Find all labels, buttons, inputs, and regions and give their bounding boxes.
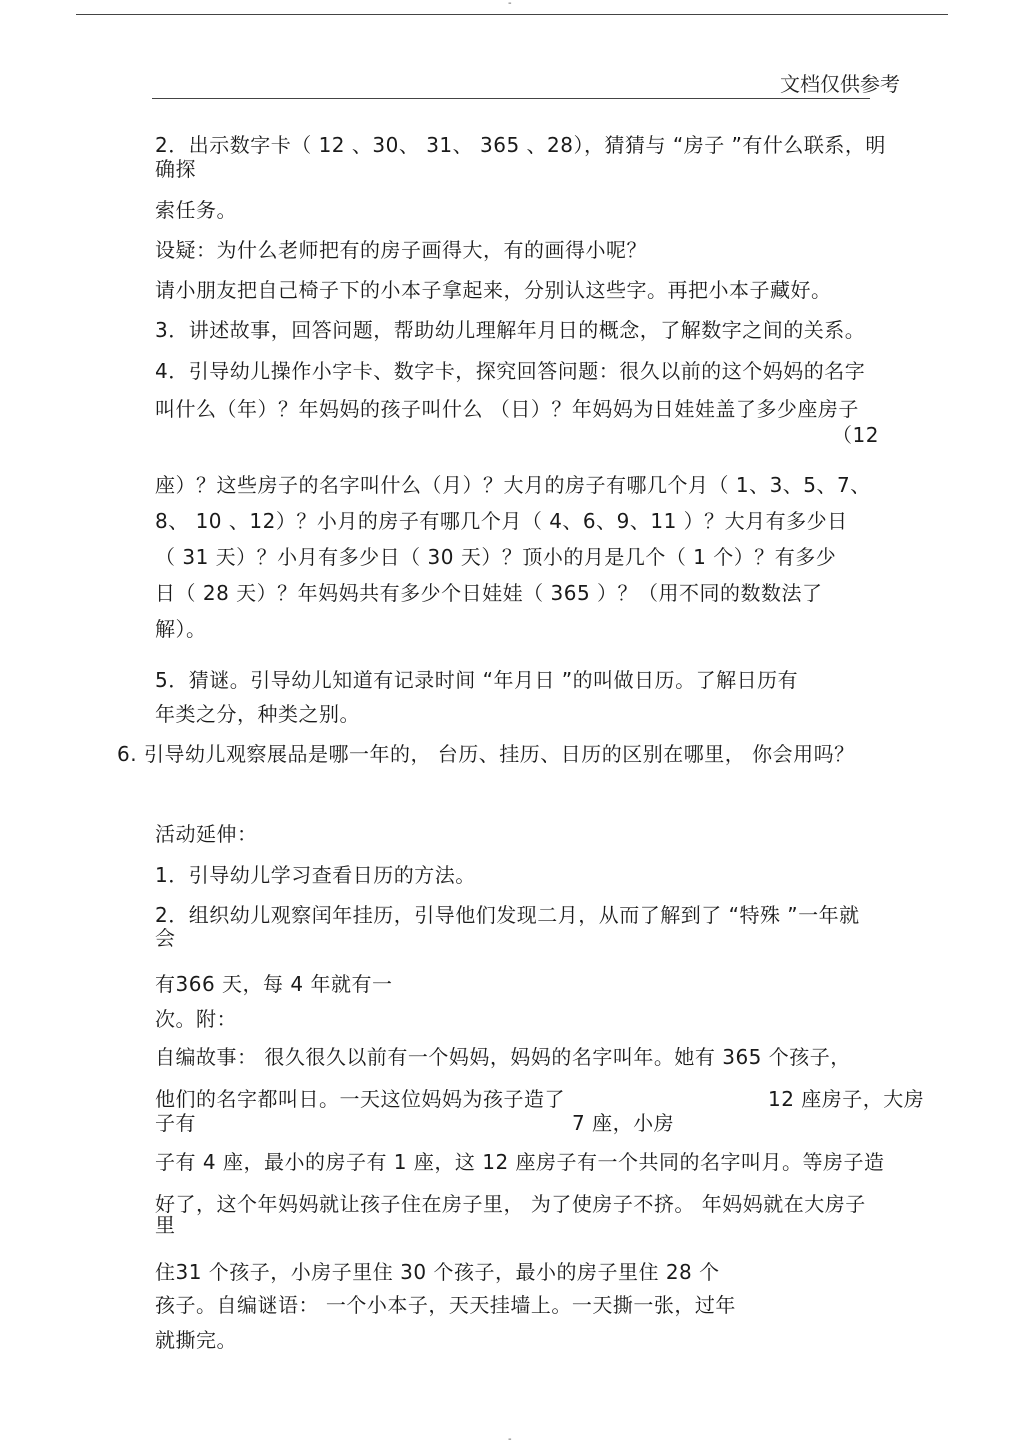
text-line: 5．猜谜。引导幼儿知道有记录时间 “年月日 ”的叫做日历。了解日历有 [155,668,799,692]
text-line: 好了，这个年妈妈就让孩子住在房子里， 为了使房子不挤。 年妈妈就在大房子 [155,1192,866,1216]
top-mark: - [508,0,512,9]
text-line: 解）。 [155,617,207,641]
text-line: 6. 引导幼儿观察展品是哪一年的， 台历、挂历、日历的区别在哪里， 你会用吗？ [117,742,855,766]
text-line: 日（ 28 天）？年妈妈共有多少个日娃娃（ 365 ）？（用不同的数数法了 [155,581,823,605]
text-line: 索任务。 [155,198,237,222]
text-line: 座）？这些房子的名字叫什么（月）？大月的房子有哪几个月（ 1、3、5、7、 [155,473,871,497]
header-rule [152,98,870,99]
text-line: 确探 [155,157,196,181]
text-line: 子有 4 座，最小的房子有 1 座，这 12 座房子有一个共同的名字叫月。等房子造 [155,1150,885,1174]
text-line: 12 座房子，大房 [768,1087,925,1111]
bottom-mark: - [508,1434,512,1445]
text-line: 2．出示数字卡（ 12 、30、 31、 365 、28），猜猜与 “房子 ”有什么联系，明 [155,133,886,157]
text-line: 请小朋友把自己椅子下的小本子拿起来，分别认这些字。再把小本子藏好。 [155,278,832,302]
top-rule [76,14,948,15]
text-line: 自编故事： 很久很久以前有一个妈妈，妈妈的名字叫年。她有 365 个孩子， [155,1045,851,1069]
text-line: 住31 个孩子，小房子里住 30 个孩子，最小的房子里住 28 个 [155,1260,720,1284]
text-line: 孩子。自编谜语： 一个小本子，天天挂墙上。一天撕一张，过年 [155,1293,736,1317]
text-line: 设疑：为什么老师把有的房子画得大，有的画得小呢？ [155,238,647,262]
text-line: 活动延伸： [155,822,258,846]
text-line: 叫什么（年）？年妈妈的孩子叫什么 （日）？年妈妈为日娃娃盖了多少座房子 [155,397,859,421]
text-line: 他们的名字都叫日。一天这位妈妈为孩子造了 [155,1087,565,1111]
text-line: 子有 [155,1111,196,1135]
header-label: 文档仅供参考 [780,72,900,96]
text-line: （ 31 天）？小月有多少日（ 30 天）？顶小的月是几个（ 1 个）？有多少 [155,545,837,569]
text-line: 就撕完。 [155,1328,237,1352]
text-line: 会 [155,926,176,950]
text-line: 次。附： [155,1007,237,1031]
text-line: 2．组织幼儿观察闰年挂历，引导他们发现二月，从而了解到了 “特殊 ”一年就 [155,903,860,927]
text-line: 1．引导幼儿学习查看日历的方法。 [155,863,476,887]
text-line: 里 [155,1213,176,1237]
text-line: 年类之分，种类之别。 [155,702,360,726]
text-line: 3．讲述故事，回答问题，帮助幼儿理解年月日的概念，了解数字之间的关系。 [155,318,866,342]
text-line: 7 座，小房 [572,1111,675,1135]
text-line: （12 [832,423,879,447]
text-line: 8、 10 、12）？小月的房子有哪几个月（ 4、6、9、11 ）？大月有多少日 [155,509,848,533]
text-line: 4．引导幼儿操作小字卡、数字卡，探究回答问题：很久以前的这个妈妈的名字 [155,359,866,383]
text-line: 有366 天，每 4 年就有一 [155,972,393,996]
